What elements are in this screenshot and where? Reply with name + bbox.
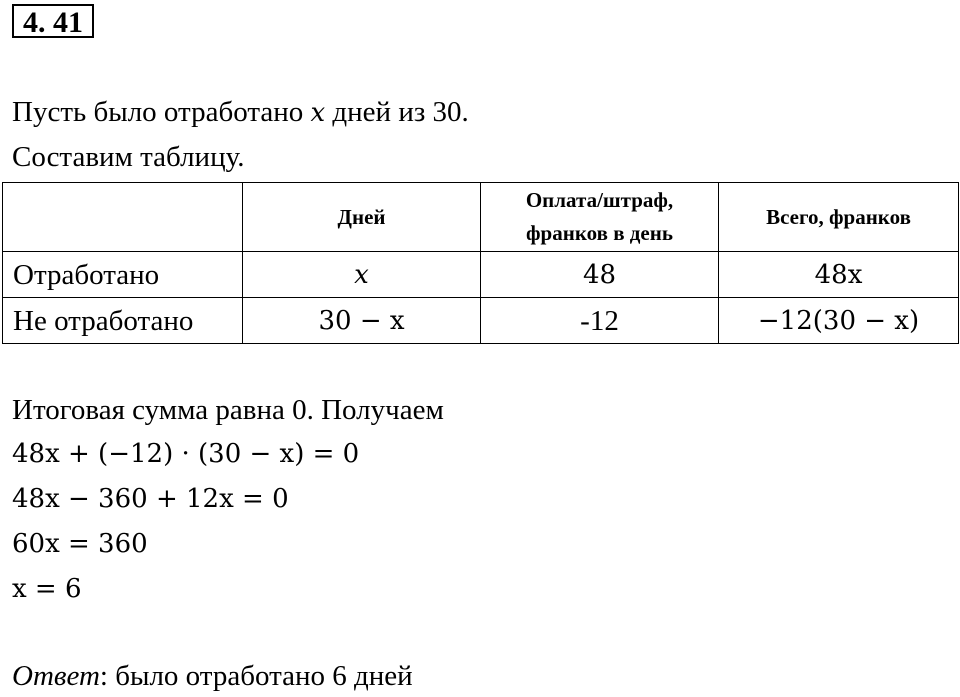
intro-text-before: Пусть было отработано (12, 96, 311, 128)
intro-line-2: Составим таблицу. (12, 141, 245, 173)
header-days: Дней (243, 183, 481, 252)
equation-line: 48x + (−12) · (30 − x) = 0 (12, 439, 360, 469)
header-rate (481, 183, 719, 252)
intro-variable: x (310, 98, 326, 128)
equation-line: 60x = 360 (12, 529, 148, 559)
problem-number: 4. 41 (12, 4, 94, 38)
table-row (3, 252, 959, 298)
answer-text: : было отработано 6 дней (99, 660, 413, 692)
solution-lead: Итоговая сумма равна 0. Получаем (12, 394, 444, 426)
header-rate-line-2: франков в день (526, 221, 673, 245)
answer-line (12, 658, 413, 694)
row-days: 30 − x (243, 298, 481, 344)
header-empty-cell (3, 183, 243, 252)
row-days: x (243, 252, 481, 298)
header-rate-line-1: Оплата/штраф, (525, 188, 674, 212)
equation-line: x = 6 (12, 574, 82, 604)
intro-line-1 (12, 94, 469, 131)
table-row (3, 298, 959, 344)
answer-label: Ответ (12, 660, 100, 692)
table-header-row (3, 183, 959, 252)
row-total: 48x (719, 252, 959, 298)
row-rate: -12 (481, 298, 719, 344)
row-label: Отработано (3, 252, 243, 298)
equation-line: 48x − 360 + 12x = 0 (12, 484, 289, 514)
header-total: Всего, франков (719, 183, 959, 252)
row-label: Не отработано (3, 298, 243, 344)
intro-text-after: дней из 30. (325, 96, 469, 128)
row-total: −12(30 − x) (719, 298, 959, 344)
data-table (2, 182, 959, 344)
row-rate: 48 (481, 252, 719, 298)
